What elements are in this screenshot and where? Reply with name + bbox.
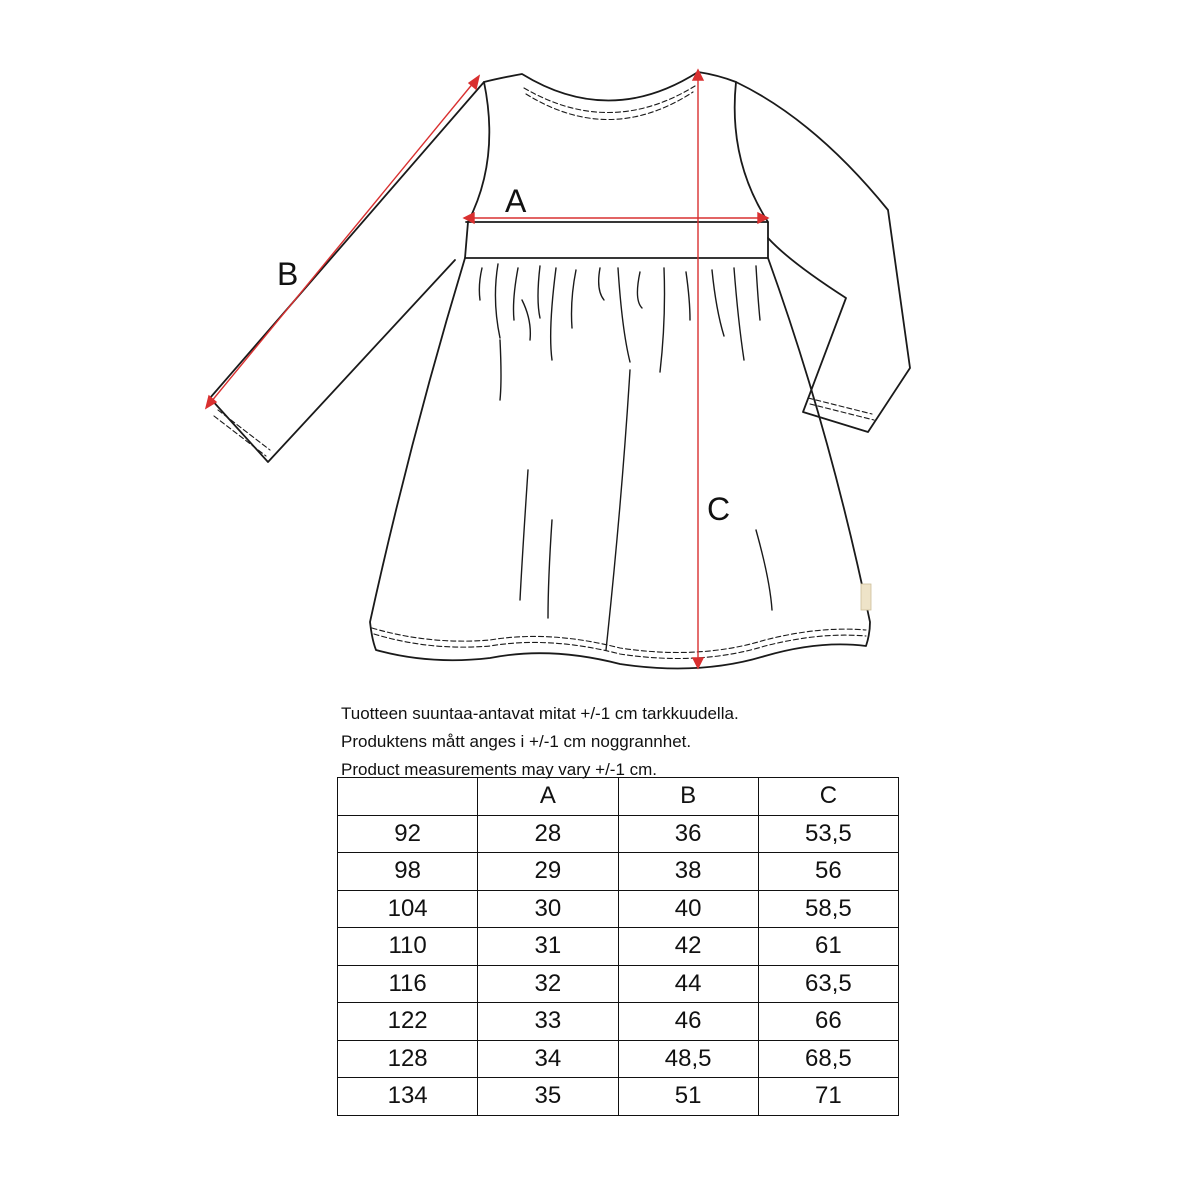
cell-c: 66 — [758, 1003, 898, 1041]
table-row — [338, 965, 899, 1003]
cell-a: 34 — [478, 1040, 618, 1078]
table-header-row — [338, 778, 899, 816]
cell-a: 31 — [478, 928, 618, 966]
right-sleeve — [736, 82, 910, 432]
table-row — [338, 815, 899, 853]
skirt — [370, 258, 870, 669]
size-table — [337, 777, 899, 1116]
cell-size: 116 — [338, 965, 478, 1003]
note-swedish: Produktens mått anges i +/-1 cm noggrannhet. — [341, 732, 692, 751]
hem-stitch — [372, 628, 866, 659]
cell-a: 30 — [478, 890, 618, 928]
cell-b: 36 — [618, 815, 758, 853]
cell-b: 51 — [618, 1078, 758, 1116]
header-c: C — [758, 778, 898, 816]
cell-c: 61 — [758, 928, 898, 966]
cell-a: 35 — [478, 1078, 618, 1116]
cell-size: 128 — [338, 1040, 478, 1078]
brand-tag — [861, 584, 871, 610]
header-size — [338, 778, 478, 816]
cell-size: 98 — [338, 853, 478, 891]
neckline-stitch — [524, 86, 695, 120]
label-a: A — [505, 183, 527, 219]
table-row — [338, 853, 899, 891]
table-row — [338, 890, 899, 928]
table-row — [338, 928, 899, 966]
cell-b: 44 — [618, 965, 758, 1003]
cell-a: 32 — [478, 965, 618, 1003]
label-c: C — [707, 491, 731, 527]
cell-size: 122 — [338, 1003, 478, 1041]
cell-c: 68,5 — [758, 1040, 898, 1078]
cell-a: 28 — [478, 815, 618, 853]
cell-c: 71 — [758, 1078, 898, 1116]
label-b: B — [277, 256, 299, 292]
cell-a: 33 — [478, 1003, 618, 1041]
cell-b: 42 — [618, 928, 758, 966]
cell-c: 58,5 — [758, 890, 898, 928]
header-b: B — [618, 778, 758, 816]
table-row — [338, 1040, 899, 1078]
cell-size: 104 — [338, 890, 478, 928]
left-sleeve — [210, 82, 484, 462]
cell-c: 53,5 — [758, 815, 898, 853]
table-row — [338, 1003, 899, 1041]
cell-c: 56 — [758, 853, 898, 891]
measurement-notes — [341, 700, 739, 784]
cell-c: 63,5 — [758, 965, 898, 1003]
cell-b: 48,5 — [618, 1040, 758, 1078]
skirt-gathers — [479, 264, 772, 650]
cell-a: 29 — [478, 853, 618, 891]
note-english: Product measurements may vary +/-1 cm. — [341, 760, 658, 779]
cell-b: 40 — [618, 890, 758, 928]
cell-size: 134 — [338, 1078, 478, 1116]
cell-size: 110 — [338, 928, 478, 966]
cell-b: 38 — [618, 853, 758, 891]
cell-size: 92 — [338, 815, 478, 853]
measure-line-b — [206, 76, 479, 408]
bodice — [465, 72, 768, 258]
table-row — [338, 1078, 899, 1116]
measure-arrow-c-bottom — [693, 658, 703, 668]
cell-b: 46 — [618, 1003, 758, 1041]
note-finnish: Tuotteen suuntaa-antavat mitat +/-1 cm tarkkuudella. — [341, 704, 739, 723]
header-a: A — [478, 778, 618, 816]
